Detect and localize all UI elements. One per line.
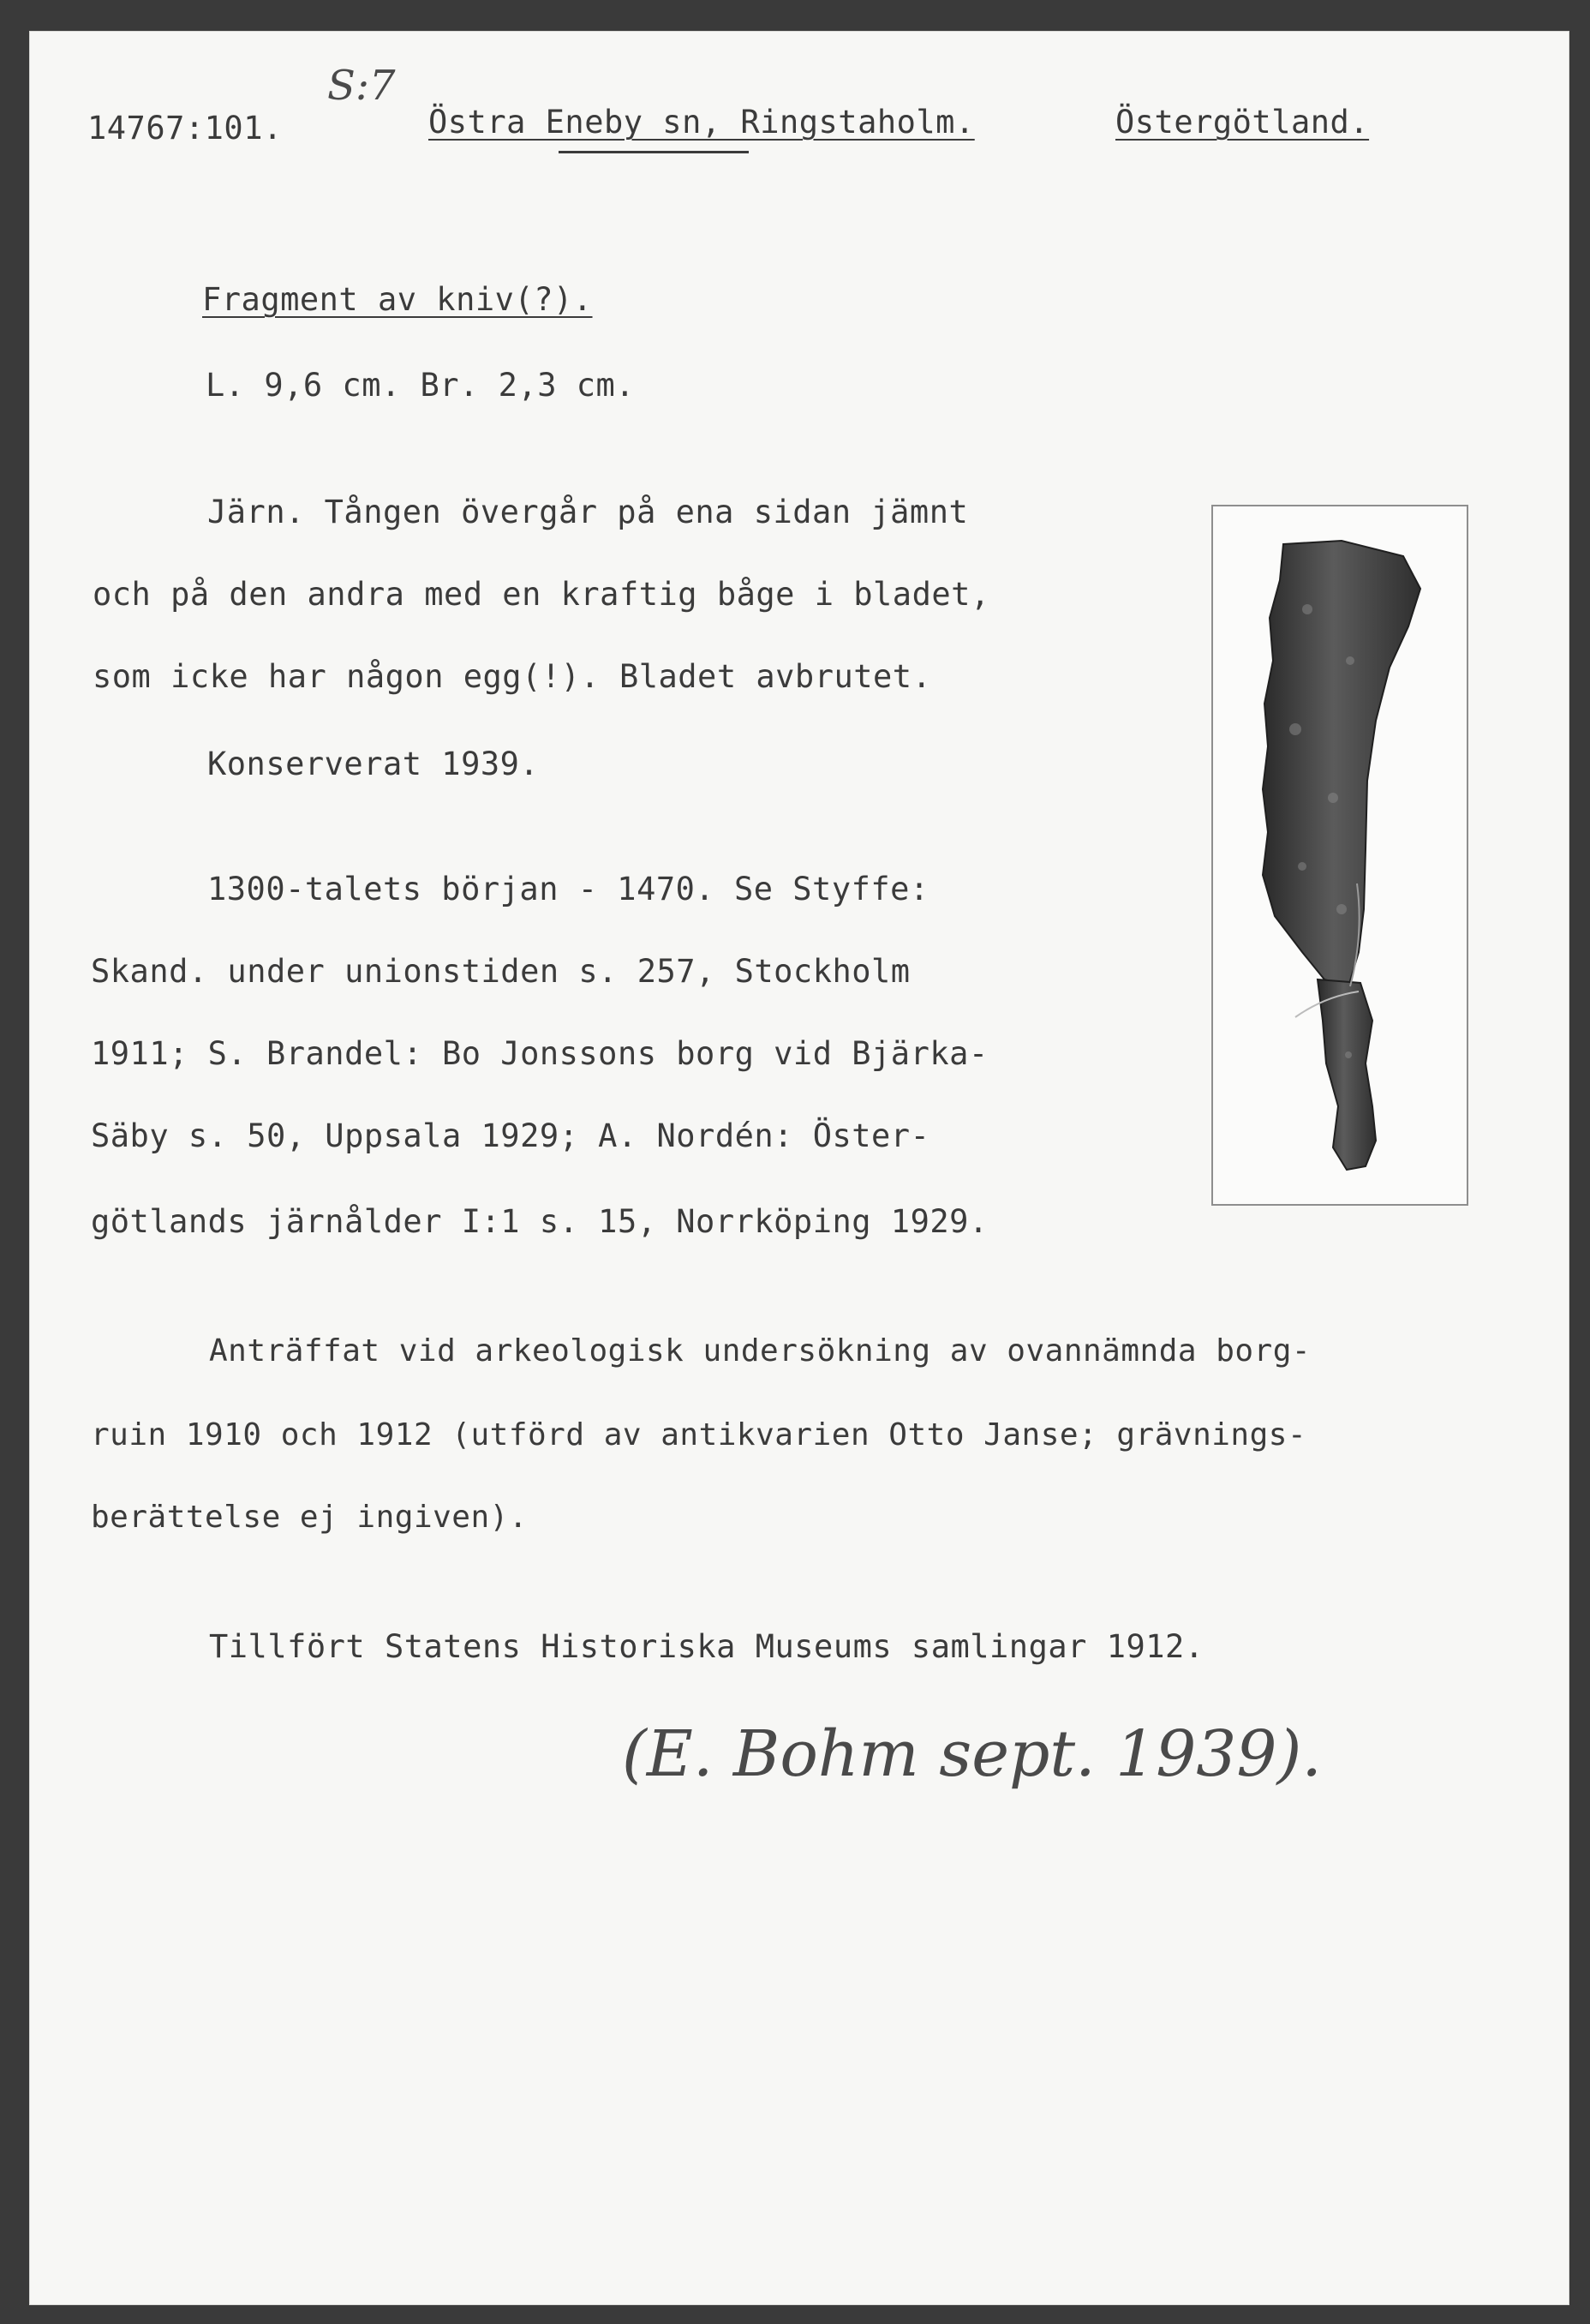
object-title: Fragment av kniv(?).: [202, 281, 593, 318]
handwritten-annotation: S:7: [327, 62, 396, 110]
find-line-2: ruin 1910 och 1912 (utförd av antikvarien Otto Janse; grävnings-: [91, 1417, 1307, 1452]
catalog-number: 14767:101.: [87, 110, 283, 147]
dating-line-1: 1300-talets början - 1470. Se Styffe:: [207, 871, 929, 907]
catalog-card: [29, 31, 1569, 2305]
description-line-1: Järn. Tången övergår på ena sidan jämnt: [207, 494, 969, 530]
description-line-3: som icke har någon egg(!). Bladet avbrutet.: [93, 658, 932, 695]
knife-fragment-image: [1213, 506, 1467, 1204]
province: Östergötland.: [1115, 104, 1370, 141]
handwritten-signature: (E. Bohm sept. 1939).: [622, 1717, 1322, 1791]
acquisition-line: Tillfört Statens Historiska Museums samlingar 1912.: [209, 1628, 1204, 1665]
dating-line-2: Skand. under unionstiden s. 257, Stockholm: [91, 953, 911, 990]
location: Östra Eneby sn, Ringstaholm.: [428, 104, 975, 141]
dating-line-5: götlands järnålder I:1 s. 15, Norrköping 1929.: [91, 1203, 989, 1240]
dating-line-4: Säby s. 50, Uppsala 1929; A. Nordén: Öster-: [91, 1117, 930, 1154]
find-line-1: Anträffat vid arkeologisk undersökning av ovannämnda borg-: [209, 1333, 1312, 1369]
location-underline-mark: [559, 151, 749, 153]
description-line-2: och på den andra med en kraftig båge i bladet,: [93, 576, 990, 613]
object-photograph: [1211, 505, 1468, 1206]
dating-line-3: 1911; S. Brandel: Bo Jonssons borg vid Bjärka-: [91, 1035, 989, 1072]
find-line-3: berättelse ej ingiven).: [91, 1500, 528, 1535]
description-line-4: Konserverat 1939.: [207, 746, 540, 782]
object-dimensions: L. 9,6 cm. Br. 2,3 cm.: [206, 367, 636, 404]
